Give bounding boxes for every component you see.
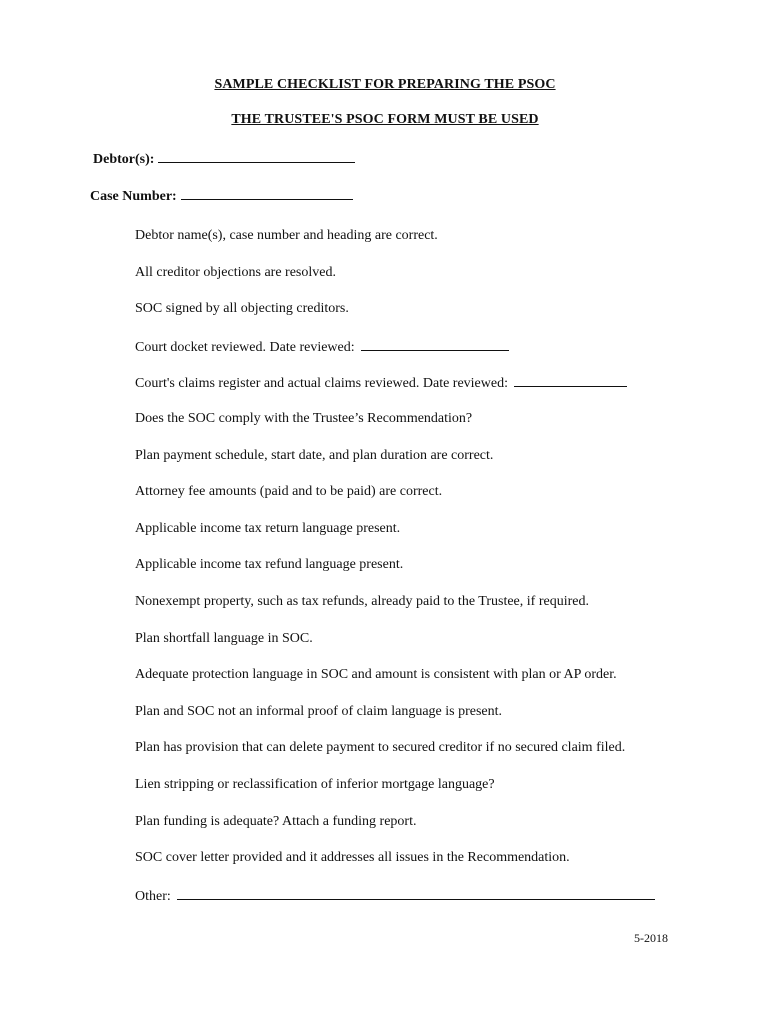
checklist-item-text: SOC signed by all objecting creditors. [135,301,349,317]
document-subtitle: THE TRUSTEE'S PSOC FORM MUST BE USED [231,112,539,127]
checklist-item [135,740,655,777]
checklist-item [135,411,655,448]
checklist-item [135,265,655,302]
case-number-field-row [90,186,353,205]
checklist-item [135,484,655,521]
checklist-item [135,374,655,411]
checklist-item [135,594,655,631]
revision-date: 5-2018 [634,931,668,945]
checklist-item [135,557,655,594]
checklist-item [135,631,655,668]
debtor-label: Debtor(s): [93,152,155,167]
checklist-item-text: All creditor objections are resolved. [135,264,336,280]
debtor-blank-line[interactable] [158,149,355,163]
case-number-blank-line[interactable] [181,186,353,200]
checklist-item [135,887,655,924]
checklist-item-text: SOC cover letter provided and it addresses all issues in the Recommendation. [135,850,570,866]
checklist-item-text: Applicable income tax return language present. [135,520,401,536]
checklist-item-text: Applicable income tax refund language present. [135,557,404,573]
checklist-item-text: Does the SOC comply with the Trustee’s Recommendation? [135,410,473,426]
checklist [135,228,655,923]
checklist-item-text: Court's claims register and actual claims reviewed. Date reviewed: [135,376,508,392]
checklist-item [135,704,655,741]
checklist-item [135,521,655,558]
checklist-item-text: Nonexempt property, such as tax refunds, already paid to the Trustee, if required. [135,593,589,609]
document-title: SAMPLE CHECKLIST FOR PREPARING THE PSOC [214,77,556,92]
checklist-item [135,814,655,851]
checklist-item-text: Adequate protection language in SOC and amount is consistent with plan or AP order. [135,667,617,683]
case-number-label: Case Number: [90,189,177,204]
checklist-item [135,228,655,265]
checklist-item-blank-line[interactable] [361,338,509,351]
checklist-item-text: Debtor name(s), case number and heading are correct. [135,228,438,243]
checklist-item-text: Lien stripping or reclassification of inferior mortgage language? [135,776,495,792]
checklist-item [135,301,655,338]
checklist-item-blank-line[interactable] [177,887,655,900]
checklist-item-text: Plan shortfall language in SOC. [135,630,313,646]
checklist-item [135,667,655,704]
checklist-item-text: Plan has provision that can delete payment to secured creditor if no secured claim filed. [135,740,626,756]
checklist-item [135,777,655,814]
checklist-item [135,448,655,485]
checklist-item [135,338,655,375]
debtor-field-row [93,149,355,168]
checklist-item-text: Attorney fee amounts (paid and to be paid) are correct. [135,484,443,500]
checklist-item-text: Plan payment schedule, start date, and plan duration are correct. [135,447,494,463]
checklist-item-text: Plan and SOC not an informal proof of claim language is present. [135,703,503,719]
checklist-item-blank-line[interactable] [514,374,627,387]
checklist-item-text: Court docket reviewed. Date reviewed: [135,339,355,355]
checklist-item [135,850,655,887]
checklist-item-text: Plan funding is adequate? Attach a funding report. [135,813,417,829]
checklist-item-text: Other: [135,888,171,904]
